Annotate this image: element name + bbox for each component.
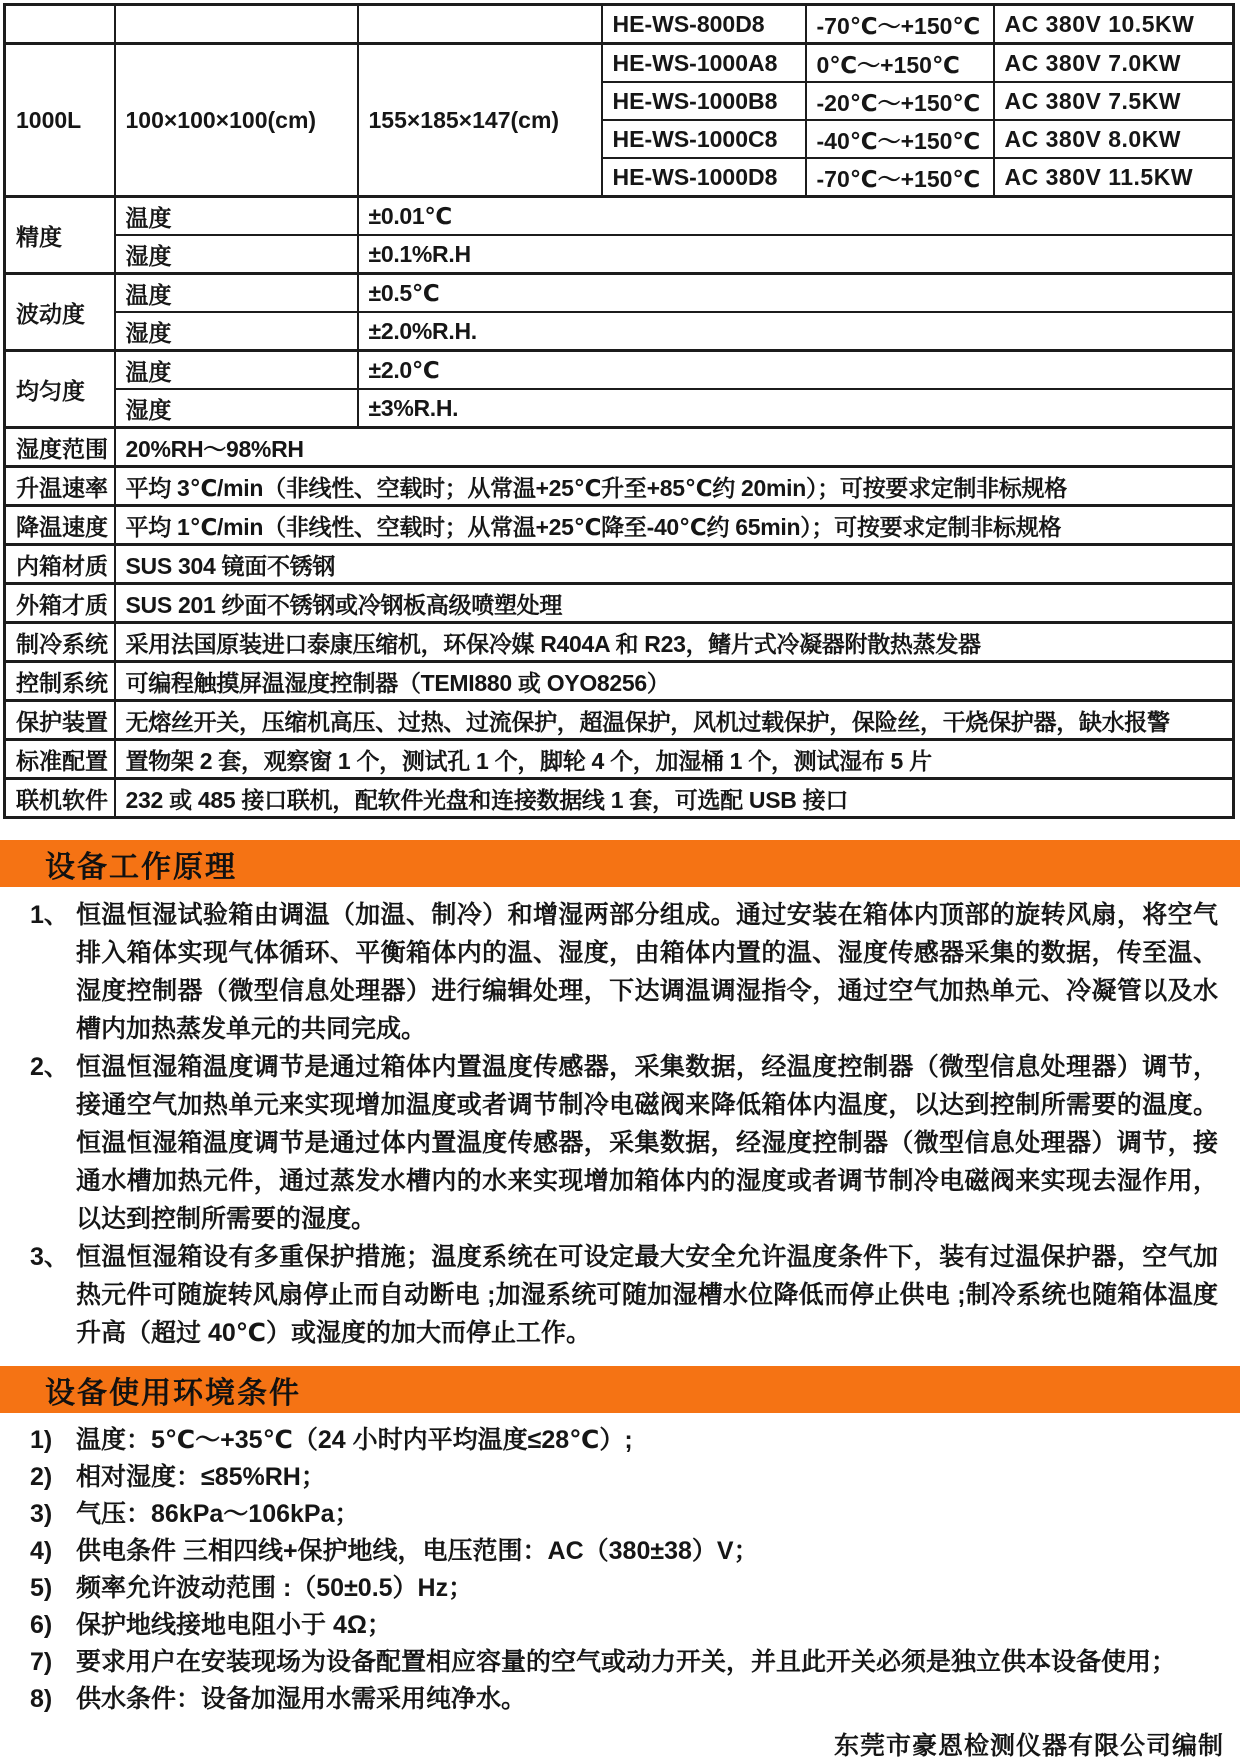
list-item bbox=[30, 1496, 1218, 1533]
item-text: 供电条件 三相四线+保护地线，电压范围：AC（380±38）V； bbox=[76, 1537, 759, 1565]
table-row bbox=[5, 701, 1234, 740]
item-text: 相对湿度：≤85%RH； bbox=[76, 1463, 326, 1491]
spec-label: 均匀度 bbox=[5, 351, 115, 428]
item-text: 温度：5℃～+35℃（24 小时内平均温度≤28℃）; bbox=[76, 1426, 633, 1454]
list-item bbox=[30, 1681, 1218, 1718]
power-cell: AC 380V 7.5KW bbox=[994, 82, 1234, 120]
working-principle-list bbox=[0, 887, 1240, 1352]
spec-sub-label: 温度 bbox=[115, 274, 358, 313]
empty-cell bbox=[5, 5, 115, 44]
list-item bbox=[30, 1607, 1218, 1644]
spec-value: 平均 3℃/min（非线性、空载时；从常温+25℃升至+85℃约 20min）；可按要求定制非标规格 bbox=[115, 467, 1234, 506]
table-row bbox=[5, 662, 1234, 701]
compiler-credit: 东莞市豪恩检测仪器有限公司编制 bbox=[833, 1732, 1224, 1760]
spec-value: ±0.5℃ bbox=[358, 274, 1234, 313]
spec-value: ±0.01℃ bbox=[358, 197, 1234, 236]
table-row bbox=[5, 235, 1234, 274]
table-row bbox=[5, 545, 1234, 584]
spec-table bbox=[3, 3, 1235, 819]
spec-value: 可编程触摸屏温湿度控制器（TEMI880 或 OYO8256） bbox=[115, 662, 1234, 701]
item-number: 6) bbox=[30, 1611, 53, 1639]
temp-range-cell: -70℃～+150℃ bbox=[806, 158, 994, 197]
item-text: 恒温恒湿试验箱由调温（加温、制冷）和增湿两部分组成。通过安装在箱体内顶部的旋转风扇，将空气排入箱体实现气体循环、平衡箱体内的温、湿度，由箱体内置的温、湿度传感器采集的数据，传至温、湿度控制器（微型信息处理器）进行编辑处理，下达调温调湿指令，通过空气加热单元、冷凝管以及水槽内加热蒸发单元的共同完成。 bbox=[76, 901, 1218, 1043]
spec-label: 波动度 bbox=[5, 274, 115, 351]
spec-sub-label: 温度 bbox=[115, 197, 358, 236]
temp-range-cell: 0℃～+150℃ bbox=[806, 44, 994, 83]
table-row bbox=[5, 5, 1234, 44]
item-number: 2、 bbox=[30, 1053, 69, 1081]
spec-label: 标准配置 bbox=[5, 740, 115, 779]
table-row bbox=[5, 312, 1234, 351]
table-row bbox=[5, 584, 1234, 623]
item-text: 气压：86kPa～106kPa； bbox=[76, 1500, 360, 1528]
environment-conditions-list bbox=[0, 1413, 1240, 1718]
spec-label: 制冷系统 bbox=[5, 623, 115, 662]
item-text: 恒温恒湿箱温度调节是通过箱体内置温度传感器，采集数据，经温度控制器（微型信息处理器）调节，接通空气加热单元来实现增加温度或者调节制冷电磁阀来降低箱体内温度，以达到控制所需要的温度。恒温恒湿箱温度调节是通过体内置温度传感器，采集数据，经湿度控制器（微型信息处理器）调节，接通水槽加热元件，通过蒸发水槽内的水来实现增加箱体内的湿度或者调节制冷电磁阀来实现去湿作用，以达到控制所需要的湿度。 bbox=[76, 1053, 1218, 1233]
temp-range-cell: -40℃～+150℃ bbox=[806, 120, 994, 158]
power-cell: AC 380V 8.0KW bbox=[994, 120, 1234, 158]
spec-sub-label: 湿度 bbox=[115, 389, 358, 428]
table-row bbox=[5, 467, 1234, 506]
table-row bbox=[5, 740, 1234, 779]
item-number: 8) bbox=[30, 1685, 53, 1713]
item-number: 4) bbox=[30, 1537, 53, 1565]
section-header-environment-conditions bbox=[0, 1366, 1240, 1413]
spec-label: 外箱才质 bbox=[5, 584, 115, 623]
spec-value: 20%RH～98%RH bbox=[115, 428, 1234, 467]
item-number: 1) bbox=[30, 1426, 53, 1454]
spec-value: 采用法国原装进口泰康压缩机，环保冷媒 R404A 和 R23，鳍片式冷凝器附散热蒸发器 bbox=[115, 623, 1234, 662]
power-cell: AC 380V 10.5KW bbox=[994, 5, 1234, 44]
spec-value: ±2.0%R.H. bbox=[358, 312, 1234, 351]
spec-value: SUS 304 镜面不锈钢 bbox=[115, 545, 1234, 584]
item-number: 5) bbox=[30, 1574, 53, 1602]
item-number: 2) bbox=[30, 1463, 53, 1491]
list-item bbox=[30, 1048, 1218, 1238]
spec-value: SUS 201 纱面不锈钢或冷钢板高级喷塑处理 bbox=[115, 584, 1234, 623]
spec-label: 升温速率 bbox=[5, 467, 115, 506]
spec-value: ±2.0℃ bbox=[358, 351, 1234, 390]
item-text: 保护地线接地电阻小于 4Ω； bbox=[76, 1611, 392, 1639]
spec-sub-label: 湿度 bbox=[115, 235, 358, 274]
model-cell: HE-WS-800D8 bbox=[602, 5, 806, 44]
spec-sub-label: 湿度 bbox=[115, 312, 358, 351]
model-cell: HE-WS-1000D8 bbox=[602, 158, 806, 197]
spec-label: 保护装置 bbox=[5, 701, 115, 740]
table-row bbox=[5, 779, 1234, 818]
empty-cell bbox=[115, 5, 358, 44]
spec-value: ±3%R.H. bbox=[358, 389, 1234, 428]
list-item bbox=[30, 1459, 1218, 1496]
table-row bbox=[5, 351, 1234, 390]
power-cell: AC 380V 7.0KW bbox=[994, 44, 1234, 83]
spec-value: 无熔丝开关，压缩机高压、过热、过流保护，超温保护，风机过载保护，保险丝，干烧保护器，缺水报警 bbox=[115, 701, 1234, 740]
temp-range-cell: -70℃～+150℃ bbox=[806, 5, 994, 44]
model-cell: HE-WS-1000A8 bbox=[602, 44, 806, 83]
spec-sub-label: 温度 bbox=[115, 351, 358, 390]
list-item bbox=[30, 1533, 1218, 1570]
table-row bbox=[5, 623, 1234, 662]
item-number: 1、 bbox=[30, 901, 69, 929]
item-text: 频率允许波动范围 :（50±0.5）Hz； bbox=[76, 1574, 474, 1602]
section-title: 设备使用环境条件 bbox=[45, 1376, 301, 1410]
spec-label: 内箱材质 bbox=[5, 545, 115, 584]
model-cell: HE-WS-1000C8 bbox=[602, 120, 806, 158]
table-row bbox=[5, 274, 1234, 313]
table-row bbox=[5, 44, 1234, 83]
list-item bbox=[30, 1644, 1218, 1681]
internal-size-cell: 100×100×100(cm) bbox=[115, 44, 358, 197]
list-item bbox=[30, 1570, 1218, 1607]
list-item bbox=[30, 1422, 1218, 1459]
spec-value: ±0.1%R.H bbox=[358, 235, 1234, 274]
item-number: 3、 bbox=[30, 1243, 69, 1271]
spec-value: 232 或 485 接口联机，配软件光盘和连接数据线 1 套，可选配 USB 接口 bbox=[115, 779, 1234, 818]
spec-value: 平均 1℃/min（非线性、空载时；从常温+25℃降至-40℃约 65min）；可按要求定制非标规格 bbox=[115, 506, 1234, 545]
table-row bbox=[5, 389, 1234, 428]
section-title: 设备工作原理 bbox=[45, 850, 237, 884]
item-number: 7) bbox=[30, 1648, 53, 1676]
power-cell: AC 380V 11.5KW bbox=[994, 158, 1234, 197]
spec-label: 精度 bbox=[5, 197, 115, 274]
table-row bbox=[5, 197, 1234, 236]
table-row bbox=[5, 428, 1234, 467]
item-text: 供水条件：设备加湿用水需采用纯净水。 bbox=[76, 1685, 527, 1713]
item-text: 要求用户在安装现场为设备配置相应容量的空气或动力开关，并且此开关必须是独立供本设备使用； bbox=[76, 1648, 1177, 1676]
item-text: 恒温恒湿箱设有多重保护措施；温度系统在可设定最大安全允许温度条件下，装有过温保护器，空气加热元件可随旋转风扇停止而自动断电 ;加湿系统可随加湿槽水位降低而停止供电 ;制冷系统也随箱体温度升高（超过 40℃）或湿度的加大而停止工作。 bbox=[76, 1243, 1218, 1347]
external-size-cell: 155×185×147(cm) bbox=[358, 44, 602, 197]
item-number: 3) bbox=[30, 1500, 53, 1528]
capacity-cell: 1000L bbox=[5, 44, 115, 197]
spec-label: 湿度范围 bbox=[5, 428, 115, 467]
list-item bbox=[30, 1238, 1218, 1352]
model-cell: HE-WS-1000B8 bbox=[602, 82, 806, 120]
spec-label: 控制系统 bbox=[5, 662, 115, 701]
temp-range-cell: -20℃～+150℃ bbox=[806, 82, 994, 120]
section-header-working-principle bbox=[0, 840, 1240, 887]
spec-label: 降温速度 bbox=[5, 506, 115, 545]
spec-value: 置物架 2 套，观察窗 1 个，测试孔 1 个，脚轮 4 个，加湿桶 1 个，测试湿布 5 片 bbox=[115, 740, 1234, 779]
table-row bbox=[5, 506, 1234, 545]
empty-cell bbox=[358, 5, 602, 44]
list-item bbox=[30, 896, 1218, 1048]
spec-label: 联机软件 bbox=[5, 779, 115, 818]
